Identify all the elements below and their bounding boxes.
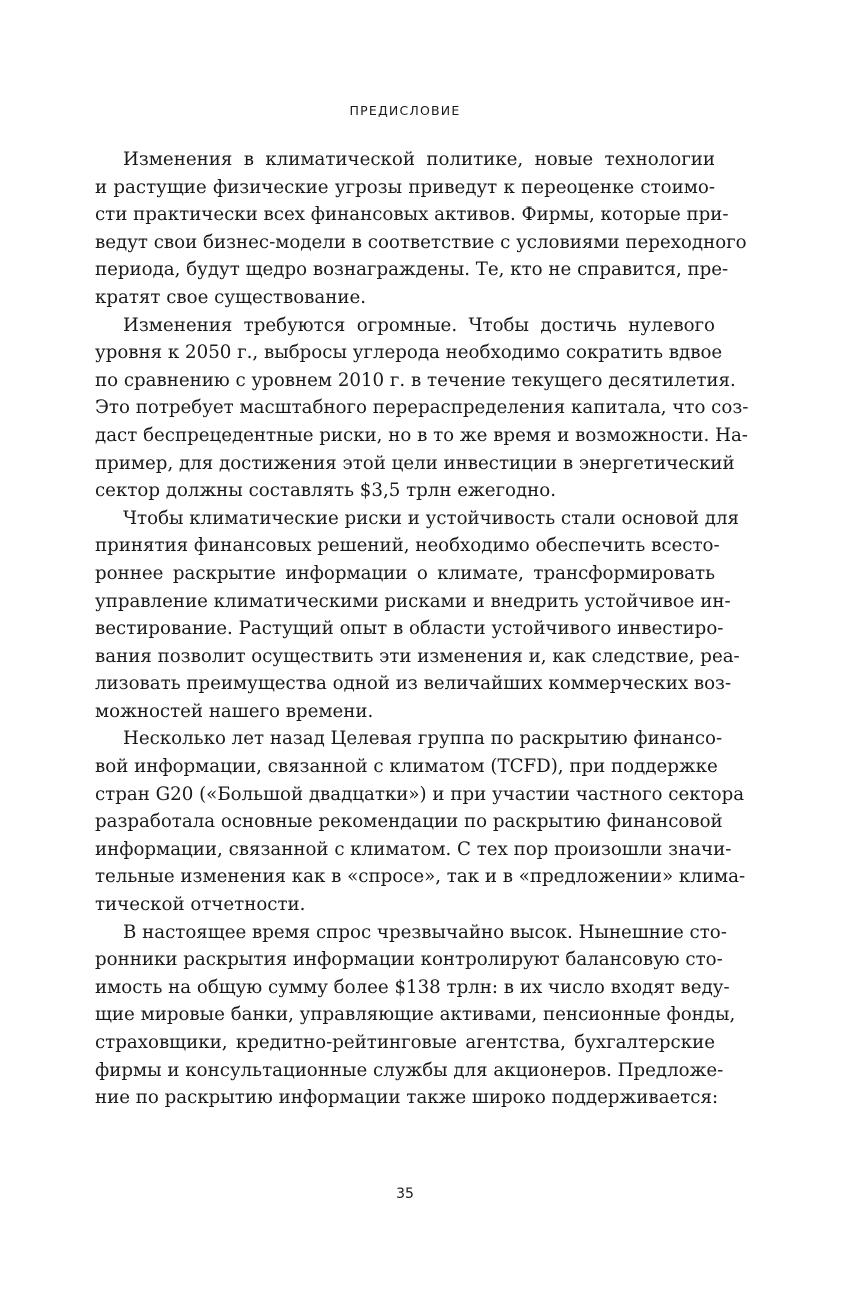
text-line: можностей нашего времени. xyxy=(95,700,374,722)
text-line: тельные изменения как в «спросе», так и в «предложении» клима- xyxy=(95,866,746,888)
paragraph-4 xyxy=(95,725,746,918)
paragraph-3 xyxy=(95,505,740,726)
paragraph-2 xyxy=(95,312,749,505)
text-line: сектор должны составлять $3,5 трлн ежегодно. xyxy=(95,480,557,502)
text-line: фирмы и консультационные службы для акционеров. Предложе- xyxy=(95,1059,724,1081)
page-number: 35 xyxy=(396,1186,414,1202)
text-line: вания позволит осуществить эти изменения и, как следствие, реа- xyxy=(95,645,740,667)
running-head: ПРЕДИСЛОВИЕ xyxy=(349,103,461,118)
text-line: В настоящее время спрос чрезвычайно высок. Нынешние сто- xyxy=(123,921,727,943)
text-line: Изменения в климатической политике, новые технологии xyxy=(123,149,715,170)
paragraph-1 xyxy=(95,146,747,312)
text-line: ние по раскрытию информации также широко поддерживается: xyxy=(95,1087,719,1109)
text-line: вой информации, связанной с климатом (TCFD), при поддержке xyxy=(95,756,718,778)
text-line: уровня к 2050 г., выбросы углерода необходимо сократить вдвое xyxy=(95,342,723,364)
text-line: управление климатическими рисками и внедрить устойчивое ин- xyxy=(95,590,731,612)
text-line: Это потребует масштабного перераспределения капитала, что соз- xyxy=(95,397,749,419)
text-line: кратят свое существование. xyxy=(95,286,367,308)
text-line: Изменения требуются огромные. Чтобы достичь нулевого xyxy=(123,314,715,336)
text-line: Чтобы климатические риски и устойчивость стали основой для xyxy=(123,507,739,529)
text-line: стран G20 («Большой двадцатки») и при участии частного сектора xyxy=(95,783,745,805)
paragraph-5 xyxy=(95,919,736,1112)
text-line: и растущие физические угрозы приведут к переоценке стоимо- xyxy=(95,176,715,198)
text-line: разработала основные рекомендации по раскрытию финансовой xyxy=(95,811,723,833)
text-line: лизовать преимущества одной из величайших коммерческих воз- xyxy=(95,673,732,695)
text-line: тической отчетности. xyxy=(95,894,306,916)
text-line: Несколько лет назад Целевая группа по раскрытию финансо- xyxy=(123,728,723,750)
text-line: даст беспрецедентные риски, но в то же время и возможности. На- xyxy=(95,424,748,446)
text-line: вестирование. Растущий опыт в области устойчивого инвестиро- xyxy=(95,618,724,640)
text-line: сти практически всех финансовых активов. Фирмы, которые при- xyxy=(95,204,729,226)
text-line: пример, для достижения этой цели инвестиции в энергетический xyxy=(95,452,735,474)
text-line: страховщики, кредитно-рейтинговые агентства, бухгалтерские xyxy=(95,1032,715,1053)
text-line: роннее раскрытие информации о климате, трансформировать xyxy=(95,562,715,584)
text-line: ронники раскрытия информации контролируют балансовую сто- xyxy=(95,949,723,971)
text-line: по сравнению с уровнем 2010 г. в течение текущего десятилетия. xyxy=(95,369,736,391)
text-line: периода, будут щедро вознаграждены. Те, кто не справится, пре- xyxy=(95,259,729,281)
text-line: принятия финансовых решений, необходимо обеспечить всесто- xyxy=(95,535,720,557)
text-line: информации, связанной с климатом. С тех пор произошли значи- xyxy=(95,838,732,860)
body-text xyxy=(95,146,749,1112)
text-line: ведут свои бизнес-модели в соответствие с условиями переходного xyxy=(95,231,747,253)
text-line: щие мировые банки, управляющие активами, пенсионные фонды, xyxy=(95,1004,736,1026)
text-line: имость на общую сумму более $138 трлн: в их число входят веду- xyxy=(95,976,730,998)
